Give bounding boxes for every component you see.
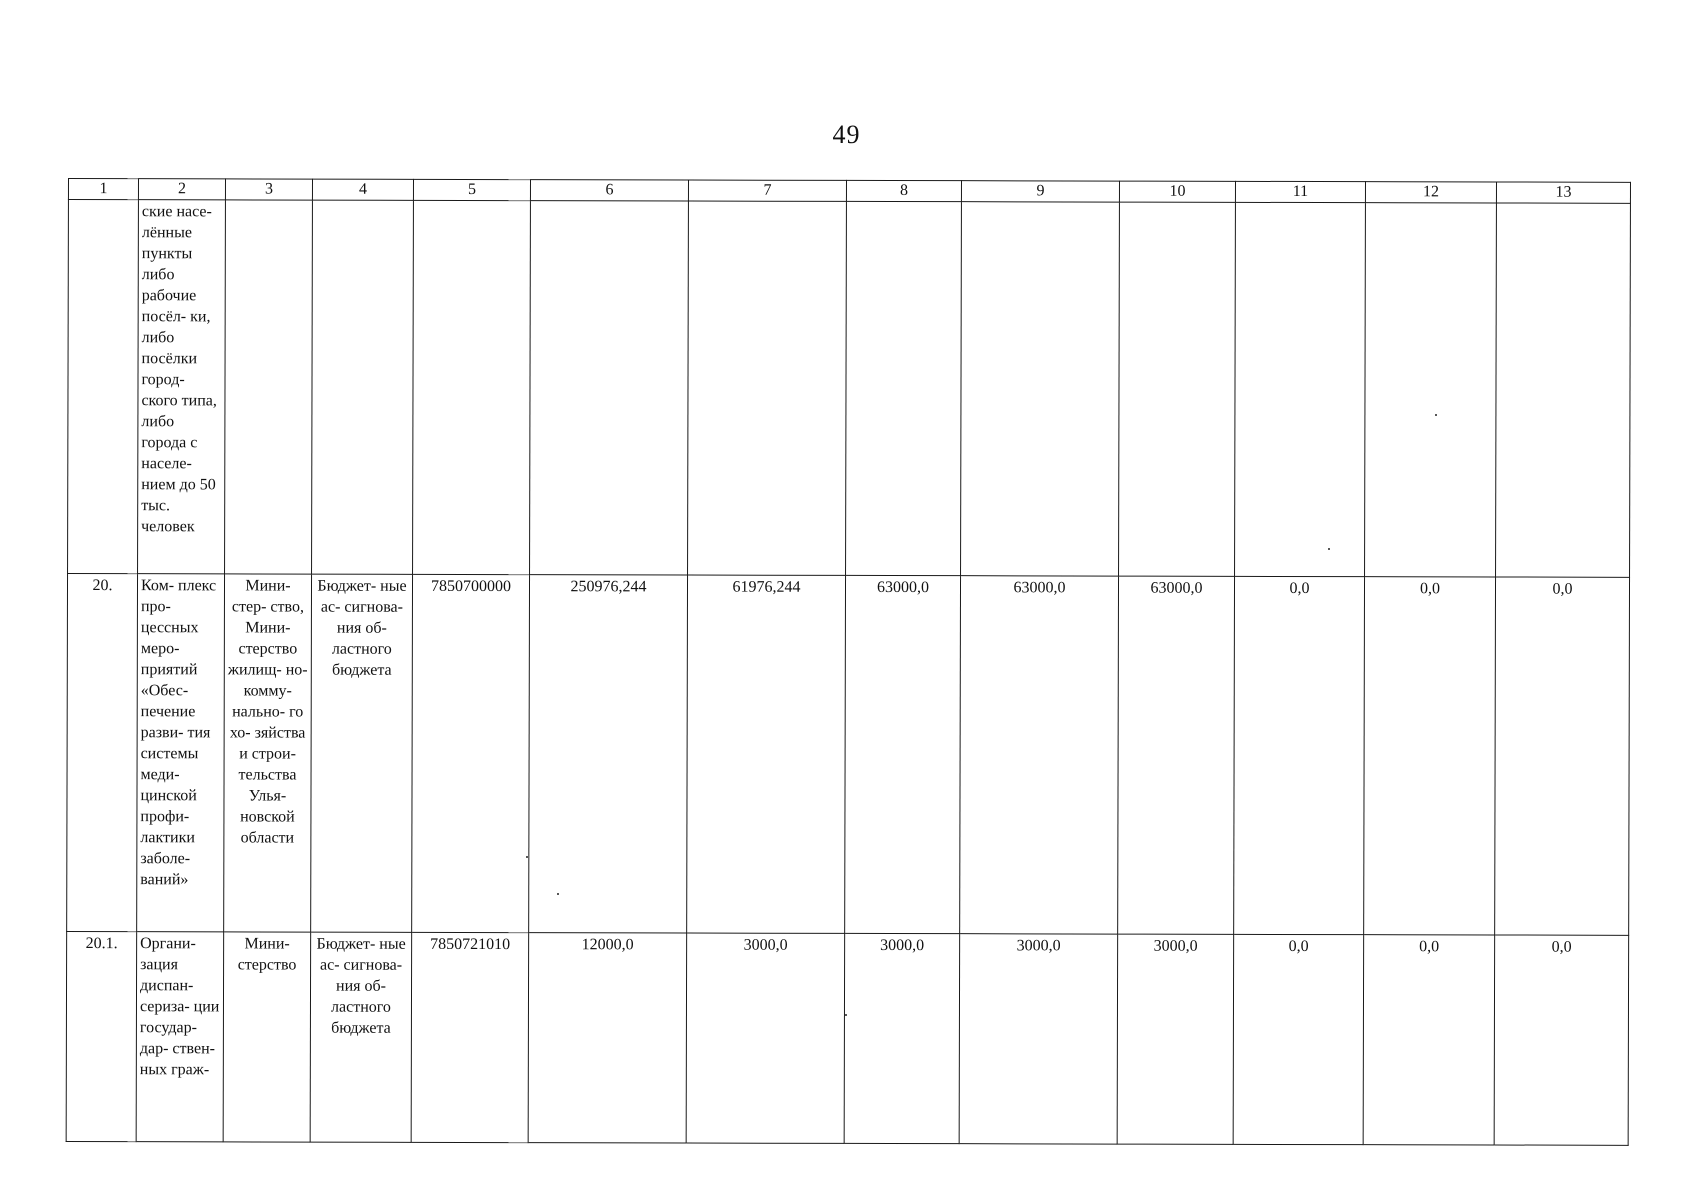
amount-cell: 3000,0 — [686, 933, 845, 1143]
table-row — [67, 574, 1630, 936]
amount-cell — [1119, 202, 1236, 576]
funding-source: Бюджет- ные ас- сигнова- ния об- ластного бюджета — [311, 574, 413, 932]
row-number: 20. — [67, 574, 138, 932]
row-number — [68, 200, 139, 574]
column-header: 11 — [1235, 181, 1365, 202]
budget-code: 7850700000 — [412, 574, 530, 932]
column-header: 9 — [961, 181, 1119, 202]
amount-cell: 63000,0 — [1118, 576, 1235, 934]
amount-cell: 0,0 — [1494, 935, 1629, 1145]
column-header: 10 — [1119, 181, 1235, 202]
amount-cell — [688, 201, 847, 575]
amount-cell — [530, 201, 689, 575]
amount-cell: 3000,0 — [1117, 934, 1234, 1144]
page-number: 49 — [832, 120, 861, 149]
scan-speck — [1328, 548, 1330, 550]
column-header: 13 — [1496, 182, 1630, 203]
scan-speck — [1435, 414, 1437, 416]
measure-name: Ком- плекс про- цессных меро- приятий «Обес- печение разви- тия системы меди- цинской профи- лактики заболе- ваний» — [137, 574, 225, 932]
column-header: 8 — [846, 180, 961, 201]
row-number: 20.1. — [66, 931, 137, 1141]
column-header: 1 — [68, 179, 138, 200]
amount-cell: 0,0 — [1364, 577, 1496, 935]
scan-speck — [526, 856, 528, 858]
amount-cell — [1235, 202, 1366, 576]
funding-source: Бюджет- ные ас- сигнова- ния об- ластного бюджета — [310, 932, 412, 1142]
scan-speck — [557, 893, 559, 895]
column-header: 3 — [225, 179, 312, 200]
column-header: 4 — [312, 179, 413, 200]
column-header: 12 — [1365, 182, 1496, 203]
amount-cell — [961, 202, 1120, 576]
amount-cell: 63000,0 — [845, 575, 961, 933]
budget-code: 7850721010 — [411, 932, 529, 1142]
funding-source — [312, 200, 414, 574]
budget-table — [66, 178, 1631, 1146]
amount-cell: 250976,244 — [529, 575, 688, 933]
column-header: 5 — [413, 179, 530, 200]
amount-cell: 0,0 — [1363, 935, 1495, 1145]
measure-name: Органи- зация диспан- сериза- ции государ- дар- ствен- ных граж- — [136, 932, 224, 1142]
budget-code — [413, 200, 531, 574]
amount-cell: 3000,0 — [959, 934, 1118, 1144]
amount-cell: 0,0 — [1233, 934, 1364, 1144]
measure-name: ские насе- лённые пункты либо рабочие посёл- ки, либо посёлки город- ского типа, либо города с населе- нием до 50 тыс. человек — [138, 200, 226, 574]
executor — [225, 200, 313, 574]
amount-cell: 3000,0 — [844, 933, 960, 1143]
amount-cell: 0,0 — [1234, 576, 1365, 934]
amount-cell — [1496, 203, 1631, 577]
column-header: 6 — [530, 180, 688, 201]
executor: Мини- стер- ство, Мини- стерство жилищ- но- комму- нально- го хо- зяйства и строи- тельства Улья- новской области — [224, 574, 312, 932]
amount-cell: 12000,0 — [528, 933, 687, 1143]
amount-cell: 61976,244 — [687, 575, 846, 933]
executor: Мини- стерство — [223, 932, 311, 1142]
table-row — [66, 931, 1629, 1145]
column-header: 7 — [688, 180, 846, 201]
table-row — [68, 200, 1631, 578]
scan-speck — [845, 1014, 847, 1016]
amount-cell — [846, 201, 962, 575]
amount-cell: 0,0 — [1495, 577, 1630, 935]
amount-cell — [1365, 203, 1497, 577]
amount-cell: 63000,0 — [960, 576, 1119, 934]
column-header: 2 — [138, 179, 225, 200]
